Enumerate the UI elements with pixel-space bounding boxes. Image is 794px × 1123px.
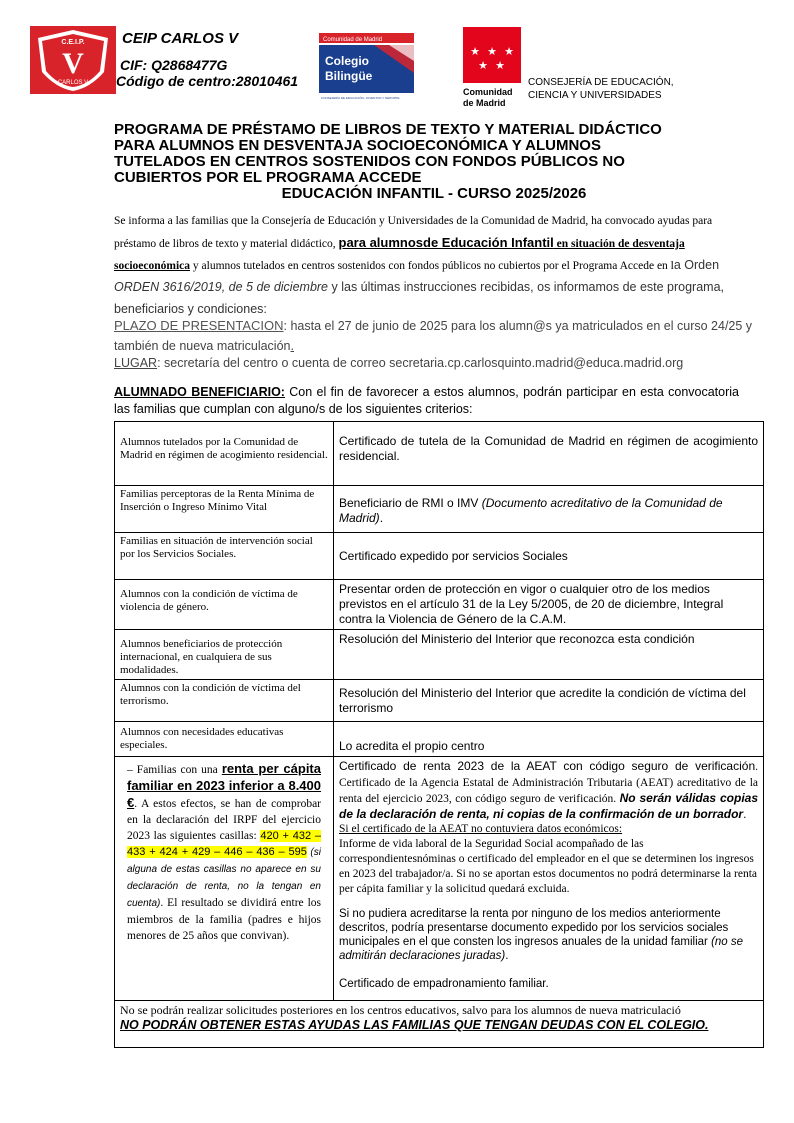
intro-end: y las últimas instrucciones recibidas, os informamos de este programa, beneficiarios y condiciones: bbox=[114, 280, 725, 316]
lugar-label: LUGAR bbox=[114, 356, 158, 370]
renta-note: (si alguna de estas casillas no aparece en su declaración de renta, no la tengan en cuenta) bbox=[127, 847, 321, 909]
svg-text:★: ★ bbox=[495, 59, 505, 72]
document-cell bbox=[334, 486, 764, 533]
renta-no-data-heading: Si el certificado de la AEAT no contuviera datos económicos: bbox=[339, 823, 623, 835]
svg-text:★: ★ bbox=[478, 59, 488, 72]
beneficiario-label: ALUMNADO BENEFICIARIO: bbox=[114, 385, 285, 399]
criteria-cell: Alumnos beneficiarios de protección internacional, en cualquiera de sus modalidades. bbox=[115, 630, 334, 680]
document-end: . bbox=[379, 511, 384, 525]
document-title bbox=[114, 122, 754, 202]
renta-ss-text: Si no pudiera acreditarse la renta por ninguno de los medios anteriormente descritos, podría presentarse documento expedido por los servicios sociales municipales en el que consten los ingresos anuales de la unidad familiar bbox=[339, 908, 729, 948]
colegio-bilingue-logo bbox=[319, 33, 414, 101]
document-cell: Resolución del Ministerio del Interior que acredite la condición de víctima del terrorismo bbox=[334, 680, 764, 722]
svg-text:★: ★ bbox=[487, 45, 497, 58]
renta-casillas: 420 + 432 – 433 + 424 + 429 – 446 – 436 – 595 bbox=[127, 830, 321, 858]
lugar-text: : secretaría del centro o cuenta de correo secretaria.cp.carlosquinto.madrid@educa.madrid.org bbox=[157, 356, 684, 370]
renta-empadronamiento: Certificado de empadronamiento familiar. bbox=[339, 978, 549, 990]
renta-ss-italic: (no se admitirán declaraciones juradas) bbox=[339, 936, 744, 962]
renta-text: . A estos efectos, se han de comprobar en la declaración del IRPF del ejercicio 2023 las siguientes casillas: bbox=[127, 798, 321, 842]
renta-threshold: renta per cápita familiar en 2023 inferior a 8.400 € bbox=[127, 761, 321, 810]
renta-vida-laboral: Informe de vida laboral de la Seguridad Social acompañado de las correspondientesnóminas o certificado del empleador en el que se determinen los ingresos en 2023 del trabajador/a. Si no se aportan estos documentos no podrá determinarse la renta per cápita familiar y la solicitud quedará excluida. bbox=[339, 838, 758, 895]
comunidad-madrid-logo bbox=[463, 27, 523, 109]
school-crest-logo bbox=[30, 26, 116, 94]
plazo-dot: . bbox=[290, 339, 294, 353]
renta-result: . El resultado se dividirá entre los miembros de la familia (padres e hijos menores de 25 años que convivan). bbox=[127, 897, 321, 942]
table-row bbox=[115, 533, 764, 580]
document-text: Beneficiario de RMI o IMV bbox=[339, 496, 482, 510]
criteria-cell: Alumnos con necesidades educativas especiales. bbox=[115, 722, 334, 757]
consejeria-line-2: CIENCIA Y UNIVERSIDADES bbox=[528, 90, 662, 101]
renta-criteria-cell bbox=[115, 757, 334, 1001]
document-cell: Lo acredita el propio centro bbox=[334, 722, 764, 757]
document-cell: Certificado de tutela de la Comunidad de Madrid en régimen de acogimiento residencial. bbox=[334, 422, 764, 486]
plazo-paragraph bbox=[114, 316, 754, 356]
bilingue-bottom-text: CONSEJERÍA DE EDUCACIÓN, JUVENTUD Y DEPORTE bbox=[321, 96, 400, 100]
renta-warning-end: . bbox=[743, 807, 747, 821]
renta-document-cell bbox=[334, 757, 764, 1001]
document-cell: Certificado expedido por servicios Sociales bbox=[334, 533, 764, 580]
renta-cert-title: Certificado de renta 2023 de la AEAT con código seguro de verificación bbox=[339, 759, 756, 773]
cam-label-2: de Madrid bbox=[463, 98, 506, 108]
table-row-renta bbox=[115, 757, 764, 1001]
footer-cell bbox=[115, 1001, 764, 1048]
title-course: EDUCACIÓN INFANTIL - CURSO 2025/2026 bbox=[281, 185, 587, 202]
renta-servicios-sociales bbox=[339, 907, 758, 963]
bilingue-title-2: Bilingüe bbox=[325, 69, 373, 83]
lugar-paragraph bbox=[114, 356, 754, 370]
school-code: Código de centro:28010461 bbox=[116, 73, 299, 89]
table-row bbox=[115, 680, 764, 722]
title-line-2: PARA ALUMNOS EN DESVENTAJA SOCIOECONÓMICA Y ALUMNOS bbox=[114, 137, 601, 154]
criteria-cell: Familias en situación de intervención social por los Servicios Sociales. bbox=[115, 533, 334, 580]
renta-ss-end: . bbox=[505, 950, 509, 962]
renta-warning: No serán válidas copias de la declaración de renta, ni copias de la confirmación de un borrador bbox=[339, 791, 758, 821]
title-line-1: PROGRAMA DE PRÉSTAMO DE LIBROS DE TEXTO Y MATERIAL DIDÁCTICO bbox=[114, 121, 662, 138]
renta-cert-text: . Certificado de la Agencia Estatal de Administración Tributaria (AEAT) acreditativo de la renta del ejercicio 2023, con código seguro de verificación. bbox=[339, 761, 758, 805]
crest-top-text: C.E.I.P. bbox=[61, 39, 85, 46]
criteria-table bbox=[114, 421, 764, 1048]
plazo-text: : hasta el 27 de junio de 2025 para los alumn@s ya matriculados en el curso 24/25 y también de nueva matriculación bbox=[114, 319, 753, 353]
document-italic: (Documento acreditativo de la Comunidad de Madrid) bbox=[339, 496, 723, 525]
criteria-cell: Alumnos con la condición de víctima de violencia de género. bbox=[115, 580, 334, 630]
bilingue-top-text: Comunidad de Madrid bbox=[323, 37, 383, 43]
crest-letter: V bbox=[62, 47, 84, 80]
table-row bbox=[115, 422, 764, 486]
title-line-3: TUTELADOS EN CENTROS SOSTENIDOS CON FONDOS PÚBLICOS NO bbox=[114, 153, 625, 170]
footer-note: No se podrán realizar solicitudes posteriores en los centros educativos, salvo para los alumnos de nueva matriculació bbox=[120, 1003, 681, 1017]
intro-orden-label: a Orden bbox=[673, 258, 720, 272]
renta-cert bbox=[339, 759, 758, 822]
title-line-4: CUBIERTOS POR EL PROGRAMA ACCEDE bbox=[114, 169, 422, 186]
criteria-cell: Alumnos con la condición de víctima del terrorismo. bbox=[115, 680, 334, 722]
svg-text:★: ★ bbox=[504, 45, 514, 58]
school-cif: CIF: Q2868477G bbox=[120, 57, 228, 73]
document-cell: Presentar orden de protección en vigor o cualquier otro de los medios previstos en el artículo 31 de la Ley 5/2005, de 20 de diciembre, Integral contra la Violencia de Género de la C.A.M. bbox=[334, 580, 764, 630]
beneficiario-text: Con el fin de favorecer a estos alumnos, podrán participar en esta convocatoria las familias que cumplan con alguno/s de los siguientes criterios: bbox=[114, 385, 739, 416]
table-row-footer bbox=[115, 1001, 764, 1048]
school-name: CEIP CARLOS V bbox=[122, 30, 239, 47]
intro-infantil: para alumnosde Educación Infantil bbox=[338, 235, 554, 250]
criteria-cell: Alumnos tutelados por la Comunidad de Madrid en régimen de acogimiento residencial. bbox=[115, 422, 334, 486]
beneficiario-paragraph bbox=[114, 384, 739, 418]
consejeria-label bbox=[528, 76, 674, 102]
intro-desventaja: en situación de desventaja socioeconómica bbox=[114, 238, 685, 272]
document-cell: Resolución del Ministerio del Interior que reconozca esta condición bbox=[334, 630, 764, 680]
table-row bbox=[115, 580, 764, 630]
intro-rest: y alumnos tutelados en centros sostenidos con fondos públicos no cubiertos por el Programa Accede en l bbox=[190, 260, 674, 272]
cam-label-1: Comunidad bbox=[463, 87, 513, 97]
renta-intro: – Familias con una bbox=[127, 764, 222, 776]
criteria-cell: Familias perceptoras de la Renta Mínima de Inserción o Ingreso Mínimo Vital bbox=[115, 486, 334, 533]
intro-orden: ORDEN 3616/2019, de 5 de diciembre bbox=[114, 280, 329, 294]
plazo-label: PLAZO DE PRESENTACION bbox=[114, 318, 284, 333]
intro-paragraph bbox=[114, 211, 754, 321]
table-row bbox=[115, 630, 764, 680]
svg-text:★: ★ bbox=[470, 45, 480, 58]
intro-text: Se informa a las familias que la Consejería de Educación y Universidades de la Comunidad de Madrid, ha convocado ayudas para préstamo de libros de texto y material didáctico, bbox=[114, 215, 713, 250]
crest-bottom-text: CARLOS V bbox=[57, 80, 89, 86]
table-row bbox=[115, 486, 764, 533]
consejeria-line-1: CONSEJERÍA DE EDUCACIÓN, bbox=[528, 77, 674, 88]
footer-warning: NO PODRÁN OBTENER ESTAS AYUDAS LAS FAMILIAS QUE TENGAN DEUDAS CON EL COLEGIO. bbox=[120, 1018, 709, 1032]
bilingue-title-1: Colegio bbox=[325, 54, 369, 68]
table-row bbox=[115, 722, 764, 757]
